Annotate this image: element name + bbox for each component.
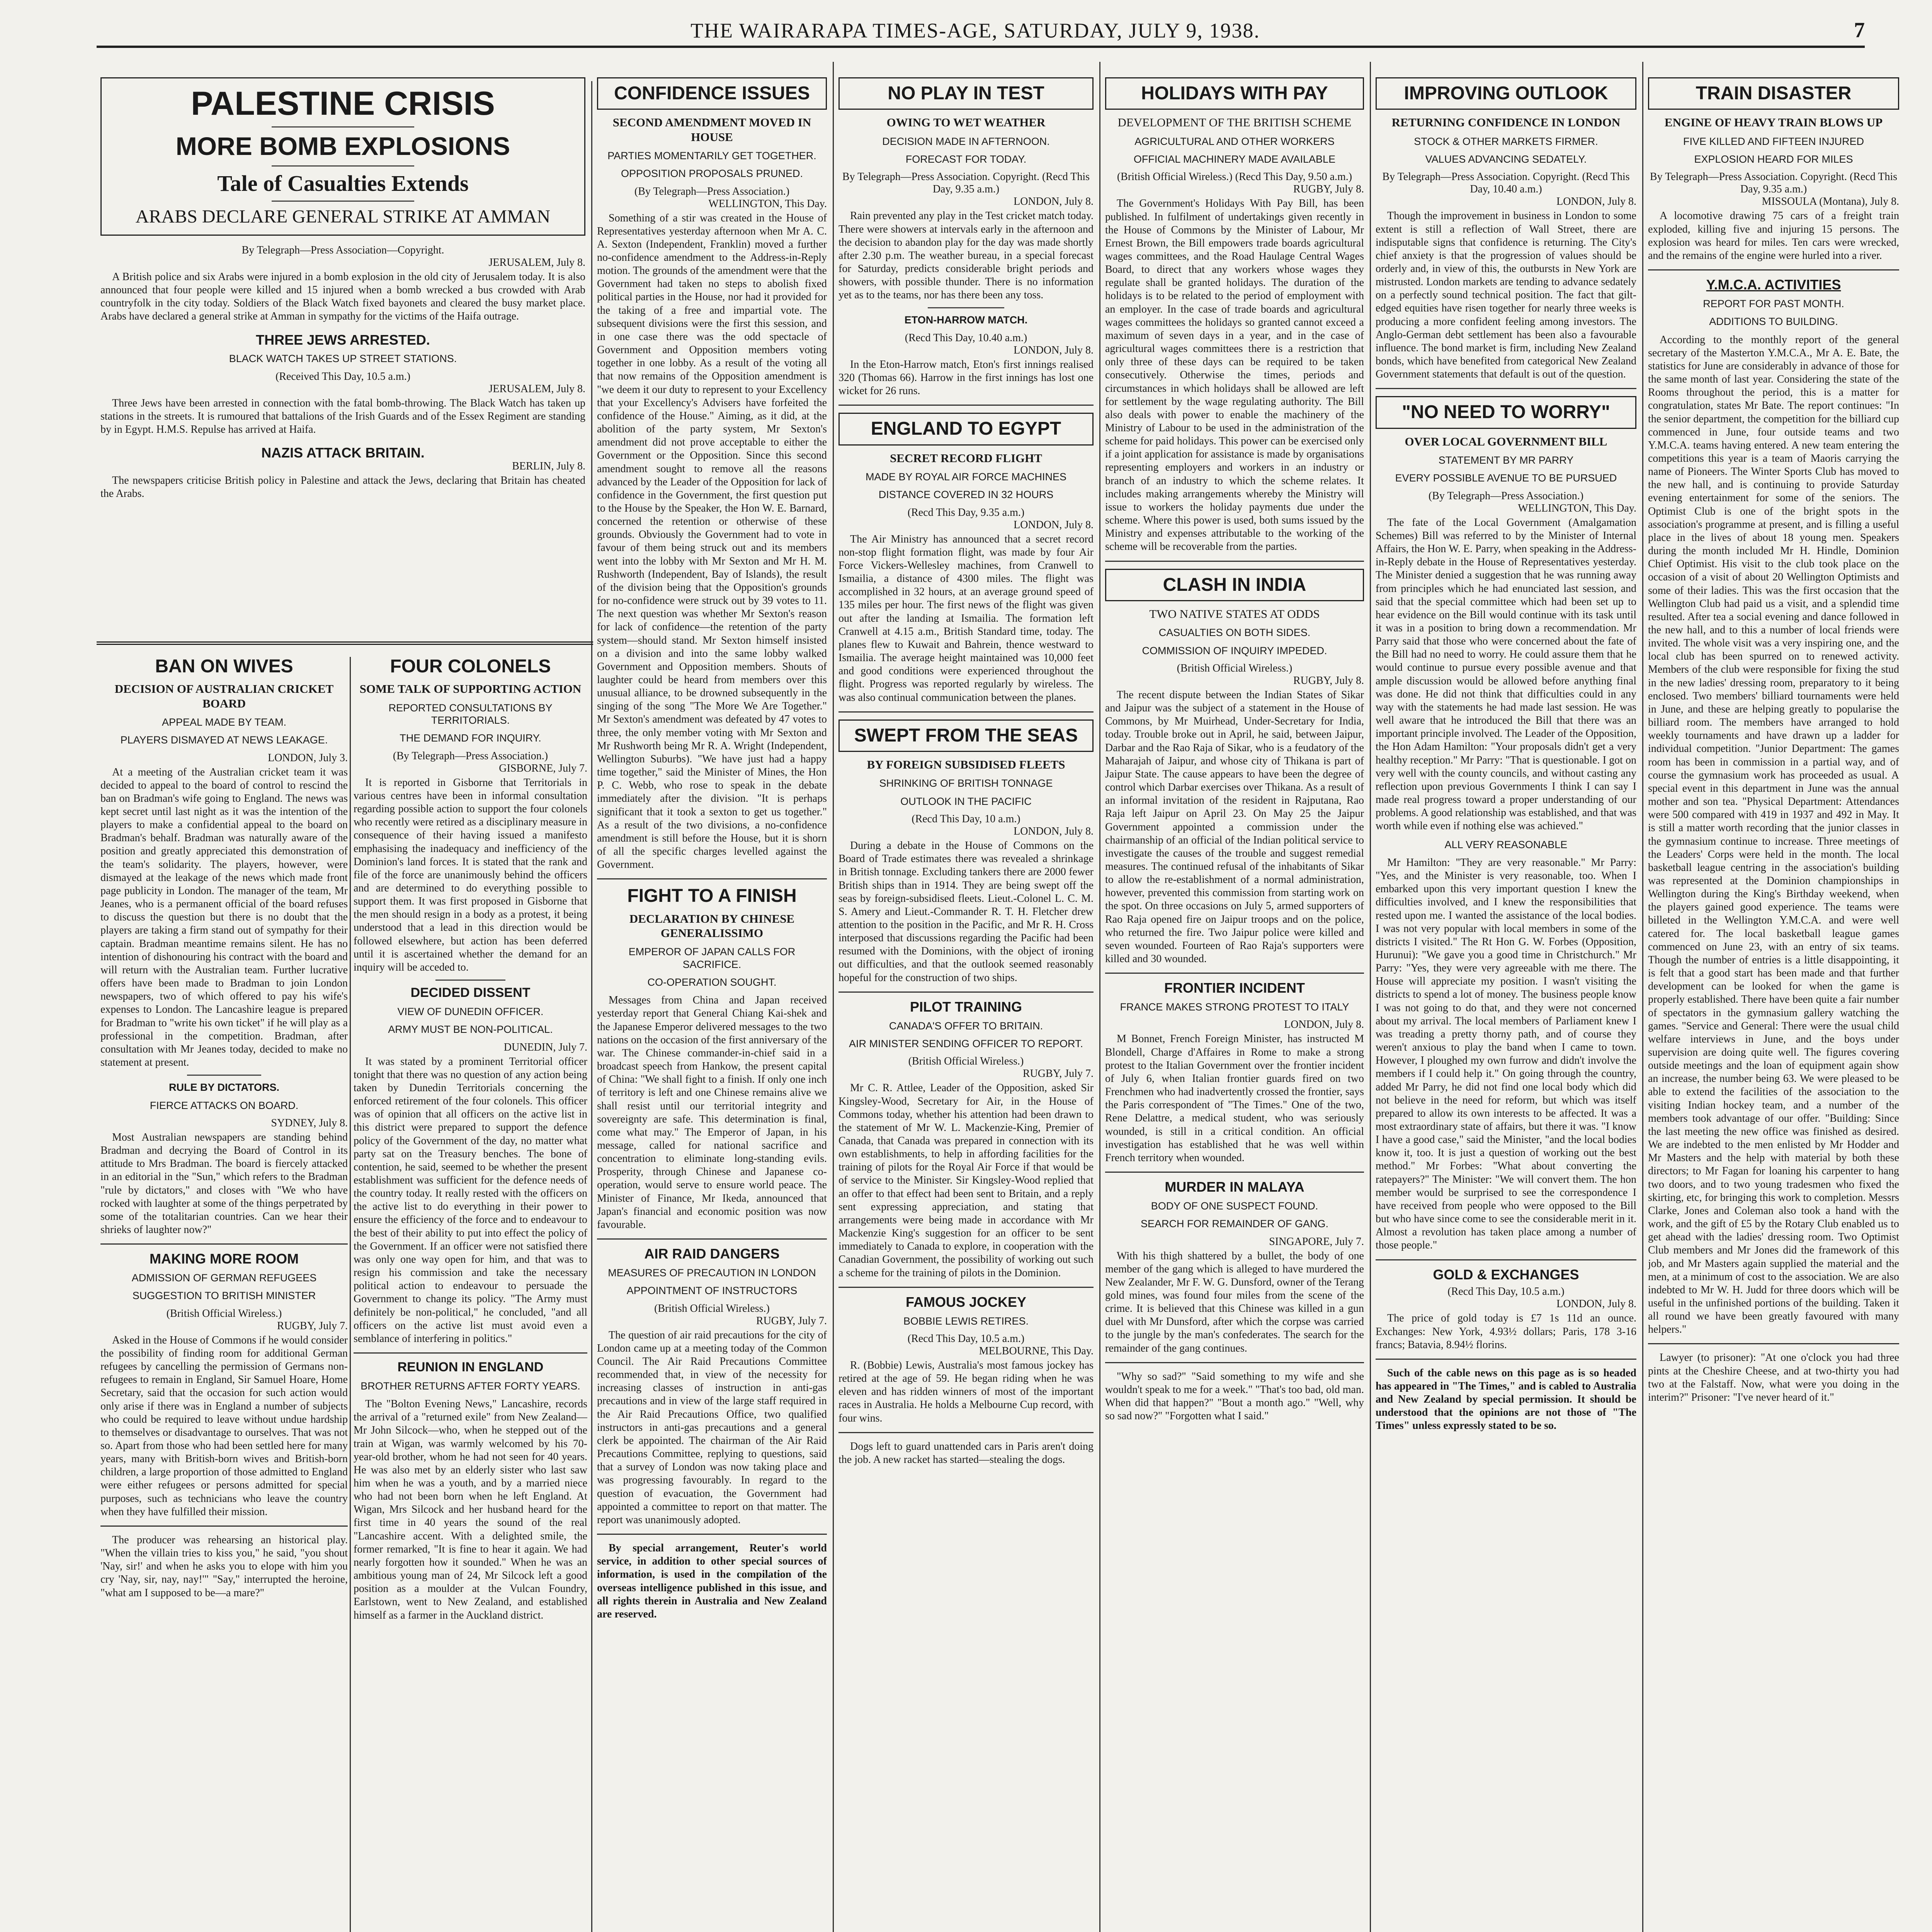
article-body: The recent dispute between the Indian States of Sikar and Jaipur was the subject of a statement in the House of Commons, by Mr Muirhead, Under-Secretary for India, today. Trouble broke out in April, he said, between Jaipur, Darbar and the Rao Raja of Sikar, who is a feudatory of the Maharajah of Jaipur, and whose city of Thikana is part of Jaipur State. The cause appears to have been the degree of control which Darbar exercises over Thikana. As a result of an informal invitation of the resident in Rajputana, Rao Raja left Jaipur on April 23. On May 25 the Jaipur Government appointed a commission under the chairmanship of an official of the Indian political service to investigate the causes of the trouble and suggest remedial measures. The continued refusal of the inhabitants of Sikar to allow the re-establishment of a normal administration, however, prevented this commission from starting work on the spot. On three occasions on July 5, armed supporters of Rao Raja opened fire on Jaipur troops and on the police, who returned the fire. Two Jaipur police were killed and seven wounded. Fourteen of Rao Raja's supporters were killed and 30 wounded. [1105, 689, 1364, 965]
article-body: Mr Hamilton: "They are very reasonable." Mr Parry: "Yes, and the Minister is very reasonable, too. When I embarked upon this very important question I knew the difficulties involved, and I knew the responsibilities that rested upon me. I wanted the assistance of the local bodies. I was not very popular with local members in some of the districts I visited." The Rt Hon G. W. Forbes (Opposition, Hurunui): "We gave you a good time in Christchurch." Mr Parry: "Yes, they were very agreeable with me there. The House will appreciate my position. I wasn't visiting the districts to spend a lot of money. The business people know I was not going to do that, and they were not concerned about my arrival. The local members of Parliament knew I was treading a pretty thorny path, and of course they weren't anxious to play the band when I came to town. However, I ploughed my own furrow and didn't involve the members if I could help it." On going through the country, added Mr Parry, he did not find one local body which did not believe in the need for reform, but which was itself prepared to allow its own interests to be affected. It was a most extraordinary state of affairs, but there it was. "I know I have a good case," said the Minister, "and the local bodies know it, too. It is just a question of working out the best method." Mr Forbes: "What about converting the ratepayers?" The Minister: "We will convert them. The hon member would be surprised to see the correspondence I have received from people who were opposed to the Bill but who have since come to see the considerable merit in it. Almost a revolution has taken place among a number of those people." [1376, 856, 1636, 1252]
section-subheading: CANADA'S OFFER TO BRITAIN. [889, 1020, 1043, 1032]
section-subheading: OWING TO WET WEATHER [886, 116, 1046, 129]
article-body: The question of air raid precautions for the city of London came up at a meeting today of the Common Council. The Air Raid Precautions Committee recommended that, in view of the necessity for increasing classes of instruction in anti-gas precautions and in view of the large staff required in the Air Raid Precautions Office, two qualified instructors in anti-gas precautions and a general clerk be appointed. The chairman of the Air Raid Precautions Committee, replying to questions, said that a survey of London was now taking place and was progressing favourably. In regard to the question of evacuation, the Government had appointed a committee to report on that matter. The report was unanimously adopted. [597, 1329, 827, 1526]
section-heading: FIGHT TO A FINISH [627, 886, 797, 906]
section-subheading: DECISION OF AUSTRALIAN CRICKET BOARD [114, 682, 334, 710]
received-note: (British Official Wireless.) [908, 1055, 1024, 1068]
received-note: (British Official Wireless.) (Recd This Day, 9.50 a.m.) [1117, 171, 1352, 183]
headline-box [1105, 569, 1364, 601]
section-subheading: CO-OPERATION SOUGHT. [647, 976, 777, 988]
dateline: LONDON, July 8. [1556, 1298, 1636, 1310]
section-subheading: DISTANCE COVERED IN 32 HOURS [878, 489, 1054, 501]
dateline: MELBOURNE, This Day. [979, 1345, 1094, 1357]
headline-box [1648, 77, 1899, 110]
section-subheading: BY FOREIGN SUBSIDISED FLEETS [867, 758, 1065, 772]
received-note: (Recd This Day, 10.5 a.m.) [1447, 1286, 1565, 1298]
section-subheading: COMMISSION OF INQUIRY IMPEDED. [1142, 645, 1327, 656]
section-subheading: BROTHER RETURNS AFTER FORTY YEARS. [361, 1380, 580, 1392]
divider [928, 307, 1004, 308]
divider [597, 1534, 827, 1535]
divider [1648, 269, 1899, 270]
column-rule [833, 62, 834, 1932]
divider [1376, 1259, 1636, 1260]
headline-box [1105, 77, 1364, 110]
divider [272, 201, 414, 202]
dateline: LONDON, July 8. [1014, 196, 1094, 208]
article-body: The Government's Holidays With Pay Bill, has been published. In fulfilment of undertakings given recently in the House of Commons by the Minister of Labour, Mr Ernest Brown, the Bill empowers trade boards agricultural wages committees, and the Road Haulage Central Wages Board, to direct that any workers whose wages they regulate shall be granted holidays. The duration of the holidays is to be related to the period of employment with an employer. In the case of trade boards and agricultural wages committees the holidays so granted cannot exceed a maximum of seven days in a year, and in the case of agricultural wages committees there is a restriction that only three of these days can be required to be taken consecutively. Otherwise the times, periods and circumstances in which holidays shall be allowed are left for settlement by the wage regulating authority. The Bill also deals with power to enable the machinery of the Ministry of Labour to be used in the administration of the scheme for paid holidays. This power can be exercised only if a joint application for assistance is made by organisations representing employers and workers in an industry or branch of an industry to which the scheme relates. It includes making arrangements whereby the Ministry will issue to workers the holiday payments due under the scheme. Where this power is used, both sums issued by the Ministry and expenses attributable to the working of the scheme will be recoverable from the parties. [1105, 197, 1364, 553]
article-body: With his thigh shattered by a bullet, the body of one member of the gang which is alleged to have murdered the New Zealander, Mr F. W. G. Dunsford, owner of the Terang gold mines, was found four miles from the scene of the crime. It is believed that this Chinese was killed in a gun duel with Mr Dunsford, after which the corpse was carried to the jungle by the man's confederates. The search for the remainder of the gang continues. [1105, 1250, 1364, 1354]
section-subheading: STOCK & OTHER MARKETS FIRMER. [1414, 135, 1598, 147]
article-no-play-in-test [838, 77, 1094, 1932]
dateline: JERUSALEM, July 8. [488, 383, 585, 395]
section-heading: FRONTIER INCIDENT [1164, 980, 1305, 996]
column-rule [1370, 62, 1371, 1932]
filler-item: The producer was rehearsing an historical play. "When the villain tries to kiss you," he said, "you shout 'Nay, sir!' and when he asks you to elope with him you cry 'Nay, sir, nay, nay!'" "Say," interrupted the heroine, "what am I supposed to be—a mare?" [100, 1534, 348, 1599]
section-subheading: DECISION MADE IN AFTERNOON. [882, 135, 1050, 147]
divider [1105, 973, 1364, 974]
section-subheading: AGRICULTURAL AND OTHER WORKERS [1134, 135, 1335, 147]
palestine-deck: Tale of Casualties Extends [217, 170, 469, 196]
section-subheading: EMPEROR OF JAPAN CALLS FOR SACRIFICE. [628, 946, 796, 970]
article-body: The newspapers criticise British policy in Palestine and attack the Jews, declaring that Britain has cheated the Arabs. [100, 474, 585, 500]
article-body: The fate of the Local Government (Amalgamation Schemes) Bill was referred to by the Minister of Internal Affairs, the Hon W. E. Parry, when speaking in the Address-in-Reply debate in the House of Representatives yesterday. The Minister denied a suggestion that he was running away from principles which he had enunciated last session, and said that the special committee which had been set up to hear evidence on the Bill would continue with its task until it was in a position to bring down a recommendation. Mr Parry said that those who were concerned about the fate of the Bill had no need to worry. He could assure them that he would continue to pursue every possible avenue and that ample discussion would be allowed before anything final was done. He did not think that difficulties could in any way with the statements he had made last session. He was well aware that he introduced the Bill that there was an important principle involved. The Leader of the Opposition, the Hon Adam Hamilton: "Your proposals didn't get a very healthy reception." Mr Parry: "That is questionable. I got on very well with the county councils, and without casting any reflection upon previous Governments I think I can say I made real progress toward a proper understanding of our problems. A good relationship was established, and that was worth while even if nothing else was achieved." [1376, 516, 1636, 832]
article-body: At a meeting of the Australian cricket team it was decided to appeal to the board of control to rescind the ban on Bradman's wife going to England. The news was kept secret until last night as it was the intention of the players to make a confidential appeal to the board on Bradman's behalf. Bradman was naturally aware of the position and greatly appreciated this demonstration of the team's solidarity. The players, however, were dismayed at the leakage of the news which made front page publicity in London. The manager of the team, Mr Jeanes, who is a permanent official of the board refuses to discuss the question but there is no doubt that the players are taking a firm stand out of sympathy for their captain. Bradman meantime remains silent. He has no intention of dishonouring his contract with the board and will return with the Australian team. Further lucrative offers have been made to Bradman to join London newspapers, two of which offered to pay his wife's expenses to London. The Lancashire league is prepared for Bradman to "write his own ticket" if he will play as a professional in the competition. Bradman, after consultation with Mr Jeanes today, decided to make no statement at present. [100, 766, 348, 1068]
received-note: (British Official Wireless.) [654, 1302, 770, 1315]
section-subheading: BOBBIE LEWIS RETIRES. [903, 1315, 1029, 1327]
received-note: (British Official Wireless.) [1177, 662, 1293, 674]
dateline: WELLINGTON, This Day. [708, 197, 827, 210]
section-subheading: ADMISSION OF GERMAN REFUGEES [131, 1272, 317, 1284]
section-heading: NAZIS ATTACK BRITAIN. [261, 445, 425, 461]
received-note: (By Telegraph—Press Association.) [634, 185, 790, 197]
section-heading: ETON-HARROW MATCH. [904, 314, 1028, 326]
article-body: In the Eton-Harrow match, Eton's first innings realised 320 (Thomas 66). Harrow in the first innings has lost one wicket for 26 runs. [838, 358, 1094, 397]
article-train-disaster [1648, 77, 1899, 1932]
divider [838, 992, 1094, 993]
divider [1648, 1343, 1899, 1344]
divider [1376, 388, 1636, 389]
section-divider [97, 641, 593, 645]
article-body: According to the monthly report of the general secretary of the Masterton Y.M.C.A., Mr A. E. Bate, the statistics for June are considerably in advance of those for the same month of last year. Considering the state of the Rooms throughout the period, this is a matter for congratulation, states Mr Bate. The report continues: "In the senior department, the competition for the billiard cup commenced in June, four outside teams and two Y.M.C.A. teams having entered. A new team entering the competitions this year is a team of Maoris carrying the name of Pioneers. The Winter Sports Club has moved to the new hall, and is continuing to provide Saturday evening entertainment for some of the seniors. The Optimist Club is one of the bright spots in the association's programme at present, and is filling a useful place in the lives of about 18 young men. Speakers during the month included Mr H. Hindle, Dominion Chief Optimist. His visit to the club took place on the occasion of a visit of about 20 Wellington Optimists and some of their ladies. This was the first occasion that the Wellington Club had paid us a visit, and a splendid time resulted. After tea a social evening and dance followed in the new hall, and to this a number of local friends were invited. The whole visit was a very inspiring one, and the local club has been spurred on to renewed activity. Members of the club were responsible for fixing the stud in the new ladies' dressing room, preparatory to it being enclosed. Two members' billiard tournaments were held in June, and these are helping greatly to popularise the billiard room. The members have arranged to hold weekly tournaments and have drawn up a ladder for individual competition. "Junior Department: The games room has been in commission in a partial way, and of course the gymnasium work has proceeded as usual. A special event in this department in June was the annual mother and son tea. "Physical Department: Attendances were 500 compared with 419 in 1937 and 492 in May. It is still a matter worth recording that the junior classes in the gymnasium continue to increase. Three meetings of the Leaders' Corps were held in the month. The local basketball league centring in the association's building was represented at the Dominion championships in Wellington during the King's Birthday weekend, when the players gained good experience. The teams were billeted in the Wellington Y.M.C.A. and were well catered for. The local basketball league games commenced on June 23, with an entry of six teams. Though the number of entries is a little disappointing, it is felt that a good start has been made and that further development can be looked for when the game is properly established. There have been quite a fair number of spectators in the gymnasium gallery watching the games. "Service and General: There were the usual child welfare interviews in June, and the boys under supervision are doing quite well. The figures covering outside meetings and the loan of equipment again show an increase, the number being 63. We were pleased to be able to extend the facilities of the association to the visiting Indian hockey team, and a number of the members took advantage of our offer. "Building: Since the last meeting the new office was finished as desired. We are indebted to the men enlisted by Mr Hodder and Mr Masters and the help with material by both these directors; to Mr Fagan for loaning his carpenter to hang two doors, and to two young tradesmen who fixed the skirting, etc, for bringing this work to completion. Messrs Clarke, Jones and Coleman also took a hand with the work, and the gift of £5 by the Rotary Club enabled us to get ahead with the ladies' dressing room. Two Optimist Club members and Mr Jones did the framework of this job, and Mr Masters again supplied the material and the men, at a minimum of cost to the association. We are also indebted to Mr W. H. Judd for three doors which will be useful in the unfinished portions of the building. Taken it all round we have been greatly favoured with many helpers." [1648, 333, 1899, 1336]
headline-box [597, 77, 827, 110]
section-heading: RULE BY DICTATORS. [168, 1082, 280, 1094]
dateline: LONDON, July 8. [1556, 196, 1636, 208]
article-body: Most Australian newspapers are standing behind Bradman and decrying the Board of Control in its attitude to Mrs Bradman. The board is fiercely attacked in an editorial in the "Sun," which refers to the Bradman "rule by dictators," and closes with "We who have rocked with laughter at some of the things perpetrated by some of the totalitarian countries. Can we hear their shrieks of laughter now?" [100, 1131, 348, 1236]
article-improving-outlook [1376, 77, 1636, 1932]
divider [1105, 561, 1364, 562]
dateline: LONDON, July 3. [268, 752, 348, 764]
section-subheading: MADE BY ROYAL AIR FORCE MACHINES [865, 471, 1067, 483]
section-subheading: APPOINTMENT OF INSTRUCTORS [626, 1285, 798, 1297]
article-body: Rain prevented any play in the Test cricket match today. There were showers at intervals early in the afternoon and the decision to abandon play for the day was made shortly after 2.30 p.m. The weather bureau, in a special forecast for Saturday, predicts considerable bright periods and showers, with possible thunder. There is no information yet as to the teams, nor has there been any toss. [838, 210, 1094, 301]
received-note: (Recd This Day, 10.40 a.m.) [905, 332, 1027, 344]
article-confidence-issues [597, 77, 827, 1932]
section-heading: MAKING MORE ROOM [150, 1251, 299, 1267]
article-body: Three Jews have been arrested in connection with the fatal bomb-throwing. The Black Watch has taken up stations in the streets. It is rumoured that battalions of the Irish Guards and of the Essex Regiment are standing by in Egypt. H.M.S. Repulse has arrived at Haifa. [100, 397, 585, 435]
article-body: Messages from China and Japan received yesterday report that General Chiang Kai-shek and the Japanese Emperor delivered messages to the two nations on the occasion of the first anniversary of the war. The Chinese commander-in-chief said in a broadcast speech from Hankow, the present capital of China: "We shall fight to a finish. If only one inch of territory is left and one Chinese remains alive we shall resist until our territorial integrity and sovereignty are safe. This determination is final, come what may." The Emperor of Japan, in his message, called for national sacrifice and concentration to eliminate long-standing evils. Prosperity, through Chinese and Japanese co-operation, would serve to ensure world peace. The Minister of Finance, Mr Ikeda, announced that Japan's financial and economic position was now favourable. [597, 994, 827, 1231]
section-heading: BAN ON WIVES [155, 657, 293, 677]
received-note: (British Official Wireless.) [166, 1307, 282, 1320]
dateline: WELLINGTON, This Day. [1518, 502, 1636, 514]
section-subheading: SOME TALK OF SUPPORTING ACTION [359, 682, 582, 696]
page-number: 7 [1854, 18, 1865, 42]
divider [597, 878, 827, 879]
article-body: The Air Ministry has announced that a secret record non-stop flight formation flight, was made by four Air Force Vickers-Wellesley machines, from Cranwell to Ismailia, a distance of 4300 miles. The flight was accomplished in 32 hours, at an average ground speed of 135 miles per hour. The first news of the flight was given out after the landing at Ismailia. The formation left Cranwell at 4.15 a.m., British Standard time, today. The planes flew to Kuwait and Bahrein, thence westward to Ismailia. The average height maintained was 10,000 feet and good conditions were experienced throughout the flight. Progress was reported regularly by wireless. The was also continual communication between the planes. [838, 533, 1094, 704]
article-four-colonels [354, 657, 587, 1932]
section-subheading: STATEMENT BY MR PARRY [1438, 454, 1574, 466]
divider [100, 1243, 348, 1245]
section-subheading: ALL VERY REASONABLE [1444, 838, 1568, 850]
column-rule [591, 81, 592, 1932]
section-subheading: CASUALTIES ON BOTH SIDES. [1158, 627, 1311, 639]
headline-box [1376, 396, 1636, 429]
section-subheading: OPPOSITION PROPOSALS PRUNED. [621, 168, 803, 180]
divider [435, 980, 506, 981]
column-rule [350, 657, 351, 1932]
dateline: JERUSALEM, July 8. [488, 256, 585, 269]
article-body: Though the improvement in business in London to some extent is still a reflection of Wall Street, there are indisputable signs that confidence is returning. The City's chief anxiety is that the progression of values should be orderly and, in view of this, the outbursts in New York are mistrusted. London markets are tending to advance sedately on a perfectly sound technical position. The fact that gilt-edged equities have risen together for nearly three weeks is producing a more confident feeling among investors. The Anglo-German debt settlement has been also a favourable influence. The bond market is firm, including New Zealand bonds, which have benefited from categorical New Zealand Government statements that default is out of the question. [1376, 210, 1636, 381]
divider [838, 711, 1094, 713]
section-subheading: MEASURES OF PRECAUTION IN LONDON [608, 1267, 816, 1279]
filler-item: "Why so sad?" "Said something to my wife and she wouldn't speak to me for a week." "That's too bad, old man. When did that happen?" "Bout a month ago." "Well, why so sad now?" "Forgotten what I said." [1105, 1370, 1364, 1422]
dateline: DUNEDIN, July 7. [503, 1041, 587, 1053]
section-subheading: OFFICIAL MACHINERY MADE AVAILABLE [1133, 153, 1336, 165]
section-heading: FAMOUS JOCKEY [905, 1294, 1027, 1310]
divider [272, 165, 414, 167]
section-subheading: SECOND AMENDMENT MOVED IN HOUSE [612, 116, 811, 144]
section-subheading: SUGGESTION TO BRITISH MINISTER [132, 1290, 316, 1302]
section-subheading: ENGINE OF HEAVY TRAIN BLOWS UP [1664, 116, 1883, 129]
section-subheading: FORECAST FOR TODAY. [905, 153, 1027, 165]
divider [187, 1075, 261, 1076]
article-body: A locomotive drawing 75 cars of a freight train exploded, killing five and injuring 15 persons. The explosion was heard for miles. Ten cars were wrecked, and the remains of the engine were hurled into a river. [1648, 210, 1899, 262]
section-heading: "NO NEED TO WORRY" [1402, 402, 1610, 423]
section-subheading: OUTLOOK IN THE PACIFIC [900, 795, 1032, 807]
section-heading: PILOT TRAINING [910, 998, 1022, 1015]
section-subheading: EXPLOSION HEARD FOR MILES [1694, 153, 1853, 165]
section-subheading: SEARCH FOR REMAINDER OF GANG. [1140, 1218, 1329, 1230]
article-body: R. (Bobbie) Lewis, Australia's most famous jockey has retired at the age of 59. He began riding when he was eleven and has ridden winners of most of the important races in Australia. He holds a Melbourne Cup record, with four wins. [838, 1359, 1094, 1424]
divider [1105, 1172, 1364, 1173]
section-heading: CONFIDENCE ISSUES [614, 83, 810, 104]
received-note: (By Telegraph—Press Association.) [393, 750, 548, 762]
divider [100, 1526, 348, 1527]
section-subheading: DECLARATION BY CHINESE GENERALISSIMO [629, 912, 795, 940]
article-body: Mr C. R. Attlee, Leader of the Opposition, asked Sir Kingsley-Wood, Secretary for Air, in the House of Commons today, whether his attention had been drawn to the statement of Mr W. L. Mackenzie-King, Premier of Canada, that Canada was prepared in connection with its own establishments, to help in affording facilities for the training of pilots for the Royal Air Force if that would be of service to the Minister. Sir Kingsley-Wood replied that an offer to that effect had been sent to Britain, and a reply sent expressing appreciation, and stating that arrangements were being made in accordance with Mr Mackenzie King's suggestion for an officer to be sent immediately to Canada to explore, in cooperation with the Canadian Government, the possibility of working out such a scheme for the training of pilots in the Dominion. [838, 1082, 1094, 1279]
section-subheading: PLAYERS DISMAYED AT NEWS LEAKAGE. [120, 734, 328, 746]
article-body: M Bonnet, French Foreign Minister, has instructed M Blondell, Charge d'Affaires in Rome to make a strong protest to the Italian Government over the frontier incident of July 6, when Italian frontier guards fired on two Frenchmen who had inadvertently crossed the frontier, says the Paris correspondent of "The Times." One of the two, Rene Delattre, a medical student, who was seriously wounded, is still in a critical condition. An official investigation has established that he was well within French territory when wounded. [1105, 1033, 1364, 1164]
dateline: LONDON, July 8. [1014, 344, 1094, 356]
section-subheading: TWO NATIVE STATES AT ODDS [1149, 607, 1320, 621]
received-note: (By Telegraph—Press Association.) [1428, 490, 1584, 502]
section-subheading: BODY OF ONE SUSPECT FOUND. [1151, 1200, 1318, 1212]
received-note: (Recd This Day, 10 a.m.) [912, 813, 1020, 825]
section-subheading: REPORTED CONSULTATIONS BY TERRITORIALS. [388, 702, 553, 726]
section-subheading: DEVELOPMENT OF THE BRITISH SCHEME [1117, 116, 1352, 129]
section-subheading: OVER LOCAL GOVERNMENT BILL [1405, 434, 1607, 448]
palestine-headline: PALESTINE CRISIS [191, 85, 495, 122]
section-subheading: FRANCE MAKES STRONG PROTEST TO ITALY [1120, 1001, 1349, 1013]
article-body: The price of gold today is £7 1s 11d an ounce. Exchanges: New York, 4.93½ dollars; Paris, 178 3-16 francs; Batavia, 8.94½ florins. [1376, 1312, 1636, 1351]
section-subheading: AIR MINISTER SENDING OFFICER TO REPORT. [849, 1037, 1083, 1049]
headline-box [838, 77, 1094, 110]
headline-box [1376, 77, 1636, 110]
section-heading: SWEPT FROM THE SEAS [854, 725, 1078, 746]
headline-box [838, 413, 1094, 445]
divider [1376, 1359, 1636, 1360]
section-subheading: REPORT FOR PAST MONTH. [1703, 298, 1844, 310]
section-heading: CLASH IN INDIA [1163, 574, 1306, 595]
dateline: BERLIN, July 8. [512, 460, 585, 472]
received-note: (Recd This Day, 10.5 a.m.) [907, 1332, 1025, 1345]
received-note: By Telegraph—Press Association. Copyright. (Recd This Day, 9.35 a.m.) [1650, 171, 1898, 196]
section-subheading: ADDITIONS TO BUILDING. [1709, 316, 1838, 328]
article-body: Something of a stir was created in the House of Representatives yesterday afternoon when Mr A. C. A. Sexton (Independent, Franklin) moved a further no-confidence amendment to the Address-in-Reply motion. The grounds of the amendment were that the Government had taken no steps to abolish fixed political parties in the House, nor had it provided for the taking of a free and impartial vote. The subsequent divisions were the first this session, and in one case there was the odd spectacle of Government and Opposition members voting together in one lobby. As a result of the voting all that now remains of the Opposition amendment is "we deem it our duty to represent to your Excellency that your Excellency's Advisers have forfeited the confidence of the House." Aiming, as it did, at the abolition of the party system, Mr Sexton's amendment did not prove acceptable to either the Government or the Opposition. Since this second amendment sought to remove all the reasons advanced by the Leader of the Opposition for lack of confidence in the Government, the first question put to the House by the Speaker, the Hon W. E. Barnard, concerned the retention or otherwise of these grounds. Obviously the Government had to vote in favour of them being struck out and its members went into the lobby with Mr Sexton and Mr H. M. Rushworth (Independent, Bay of Islands), the result of the division being that the Opposition's grounds for no-confidence were struck out by 39 votes to 11. The next question was whether Mr Sexton's reason for lack of confidence—the retention of the party system—should stand. Mr Sexton himself insisted on a division and into the same lobby walked Government and Opposition members. Shouts of laughter could be heard from members over this unusual alliance, to be drowned subsequently in the singing of the song "The More We Are Together." Mr Sexton's amendment was defeated by 47 votes to three, the only member voting with Mr Sexton and Mr Rushworth being Mr R. A. Wright (Independent, Wellington Suburbs). "We have just had a happy time together," said the Minister of Mines, the Hon P. C. Webb, who rose to speak in the debate immediately after the division. "It is perhaps significant that it took a sexton to get us together." As a result of the two divisions, a no-confidence amendment is still before the House, but it is shorn of all the specific charges levelled against the Government. [597, 212, 827, 871]
section-subheading: THE DEMAND FOR INQUIRY. [400, 732, 541, 744]
received-note: (Recd This Day, 9.35 a.m.) [907, 506, 1025, 519]
section-heading: HOLIDAYS WITH PAY [1141, 83, 1328, 104]
divider [597, 1238, 827, 1240]
dateline: LONDON, July 8. [1014, 519, 1094, 531]
palestine-subhead: MORE BOMB EXPLOSIONS [175, 132, 510, 161]
section-heading: Y.M.C.A. ACTIVITIES [1706, 276, 1841, 293]
section-subheading: APPEAL MADE BY TEAM. [162, 716, 287, 728]
dateline: RUGBY, July 7. [1022, 1068, 1094, 1080]
divider [354, 1352, 587, 1354]
section-heading: DECIDED DISSENT [410, 985, 531, 1000]
section-heading: MURDER IN MALAYA [1165, 1179, 1304, 1195]
received-note: (Received This Day, 10.5 a.m.) [275, 370, 411, 383]
article-body: During a debate in the House of Commons on the Board of Trade estimates there was revealed a shrinkage in British tonnage. Excluding tankers there are 2000 fewer British ships than in 1914. They are being swept off the seas by foreign-subsidised fleets. Lieut.-Colonel L. C. M. S. Amery and Lieut.-Commander R. T. H. Fletcher drew attention to the position in the Pacific, and Mr R. H. Cross interposed that discussions regarding the Pacific had been resumed with the Dominions, with the object of ironing out difficulties, and that the outlook seemed reasonably hopeful for the construction of two ships. [838, 840, 1094, 984]
section-heading: GOLD & EXCHANGES [1433, 1266, 1579, 1282]
section-heading: FOUR COLONELS [390, 657, 551, 677]
column-rule [1099, 62, 1100, 1932]
section-heading: REUNION IN ENGLAND [397, 1360, 544, 1374]
notice: By special arrangement, Reuter's world service, in addition to other special sources of information, is used in the compilation of the overseas intelligence published in this issue, and all rights therein in Australia and New Zealand are reserved. [597, 1542, 827, 1620]
section-subheading: ARMY MUST BE NON-POLITICAL. [388, 1024, 553, 1036]
section-heading: ENGLAND TO EGYPT [871, 418, 1061, 439]
dateline: GISBORNE, July 7. [499, 762, 587, 774]
dateline: MISSOULA (Montana), July 8. [1762, 196, 1899, 208]
dateline: LONDON, July 8. [1284, 1019, 1364, 1031]
palestine-head-box [100, 77, 585, 236]
article-palestine [100, 77, 585, 638]
filler-item: Lawyer (to prisoner): "At one o'clock you had three pints at the Cheshire Cheese, and at two-thirty you had two at the Falstaff. Now, what were you doing in the interim?" Prisoner: "I've never heard of it." [1648, 1352, 1899, 1403]
divider [272, 126, 414, 128]
divider [1105, 1362, 1364, 1363]
dateline: RUGBY, July 8. [1293, 183, 1364, 196]
notice: Such of the cable news on this page as is so headed has appeared in "The Times," and is cabled to Australia and New Zealand by special permission. It should be understood that the opinions are not those of "The Times" unless expressly stated to be so. [1376, 1367, 1636, 1432]
column-rule [1642, 62, 1643, 1932]
section-subheading: VALUES ADVANCING SEDATELY. [1425, 153, 1587, 165]
section-subheading: BLACK WATCH TAKES UP STREET STATIONS. [229, 353, 457, 365]
dateline: RUGBY, July 7. [756, 1315, 827, 1327]
divider [838, 405, 1094, 406]
section-heading: THREE JEWS ARRESTED. [256, 332, 430, 348]
dateline: SINGAPORE, July 7. [1269, 1235, 1364, 1248]
section-subheading: VIEW OF DUNEDIN OFFICER. [397, 1005, 544, 1017]
palestine-strapline: ARABS DECLARE GENERAL STRIKE AT AMMAN [135, 206, 551, 227]
dateline: LONDON, July 8. [1014, 825, 1094, 838]
section-subheading: SECRET RECORD FLIGHT [890, 451, 1042, 465]
article-body: A British police and six Arabs were injured in a bomb explosion in the old city of Jerusalem today. It is also announced that four people were killed and 15 injured when a bomb wrecked a bus crowded with Arab countryfolk in the city today. Soldiers of the Black Watch fixed bayonets and cleared the busy market place. Arabs have declared a general strike at Amman in sympathy for the victims of the Haifa outrage. [100, 270, 585, 323]
article-body: It was stated by a prominent Territorial officer tonight that there was no question of any action being taken by Dunedin Territorials concerning the enforced retirement of the four colonels. This officer was of opinion that all officers on the active list in this district were prepared to support the defence policy of the Government of the day, no matter what party sat on the Treasury benches. The bone of contention, he said, seemed to be whether the present establishment was sufficient for the defence needs of the country today. It really rested with the officers on the active list to do everything in their power to ensure the efficiency of the force and to endeavour to the best of their ability to put into effect the policy of the Government. If an officer were not satisfied there was only one way open for him, and that was to resign his commission and take the necessary political action to endeavour to persuade the Government to change its policy. "The Army must definitely be non-political," he concluded, "and all officers on the active list must avoid even a semblance of interfering in politics." [354, 1055, 587, 1345]
dateline: RUGBY, July 7. [277, 1320, 348, 1332]
section-heading: TRAIN DISASTER [1696, 83, 1852, 104]
section-subheading: PARTIES MOMENTARILY GET TOGETHER. [607, 150, 816, 162]
article-holidays-with-pay [1105, 77, 1364, 1932]
section-heading: NO PLAY IN TEST [888, 83, 1044, 104]
divider [838, 1287, 1094, 1288]
article-body: Asked in the House of Commons if he would consider the possibility of finding room for additional German refugees by cancelling the permission of Germans non-refugees to remain in England, Sir Samuel Hoare, Home Secretary, said that the occasion for such action would only arise if there was in England a number of subjects who could be required to leave without undue hardship to themselves or disadvantage to ourselves. That was not so. Apart from those who had been settled here for many years, many with British-born wives and British-born children, a large proportion of those admitted to England were either refugees or persons admitted for special purposes, such as technicians who leave the country when they have fulfilled their mission. [100, 1334, 348, 1518]
masthead-title: THE WAIRARAPA TIMES-AGE, SATURDAY, JULY 9, 1938. [690, 19, 1260, 42]
section-heading: IMPROVING OUTLOOK [1404, 83, 1608, 104]
filler-item: Dogs left to guard unattended cars in Paris aren't doing the job. A new racket has started—stealing the dogs. [838, 1440, 1094, 1466]
masthead [97, 15, 1865, 48]
section-subheading: RETURNING CONFIDENCE IN LONDON [1391, 116, 1621, 129]
section-subheading: FIERCE ATTACKS ON BOARD. [150, 1099, 299, 1111]
divider [838, 1432, 1094, 1433]
dateline: SYDNEY, July 8. [271, 1117, 348, 1129]
received-note: By Telegraph—Press Association. Copyright. (Recd This Day, 10.40 a.m.) [1382, 171, 1630, 196]
byline: By Telegraph—Press Association—Copyright. [242, 244, 444, 256]
dateline: RUGBY, July 8. [1293, 674, 1364, 687]
article-body: The "Bolton Evening News," Lancashire, records the arrival of a "returned exile" from New Zealand—Mr John Silcock—who, when he stepped out of the train at Wigan, was warmly welcomed by his 70-year-old brother, whom he had not seen for 40 years. He was also met by an elderly sister who last saw him when he was a youth, and by a married niece who had not been born when he left England. At Wigan, Mrs Silcock and her husband heard for the first time in 40 years the sound of the real "Lancashire accent. With a delighted smile, the former remarked, "It is fine to hear it again. We had nearly forgotten how it sounded." When he was an ambitious young man of 24, Mr Silcock left a good position as a moulder at the Vulcan Foundry, Earlstown, went to New Zealand, and established himself as a farmer in the Auckland district. [354, 1398, 587, 1621]
article-body: It is reported in Gisborne that Territorials in various centres have been in informal consultation regarding possible action to support the four colonels who recently were retired as a disciplinary measure in consequence of their having issued a manifesto emphasising the inadequacy and inefficiency of the Dominion's land forces. It is stated that the rank and file of the force are unanimously behind the officers and are determined to do everything possible to support them. It was first proposed in Gisborne that the men should resign in a body as a protest, it being understood that a lead in this direction would be followed elsewhere, but action has been deferred until it is ascertained whether the demand for an inquiry will be acceded to. [354, 776, 587, 973]
headline-box [838, 719, 1094, 752]
section-heading: AIR RAID DANGERS [644, 1246, 780, 1262]
section-subheading: SHRINKING OF BRITISH TONNAGE [879, 777, 1053, 789]
section-subheading: EVERY POSSIBLE AVENUE TO BE PURSUED [1395, 472, 1617, 484]
section-subheading: FIVE KILLED AND FIFTEEN INJURED [1683, 135, 1864, 147]
received-note: By Telegraph—Press Association. Copyright. (Recd This Day, 9.35 a.m.) [842, 171, 1090, 196]
article-ban-on-wives [100, 657, 348, 1932]
